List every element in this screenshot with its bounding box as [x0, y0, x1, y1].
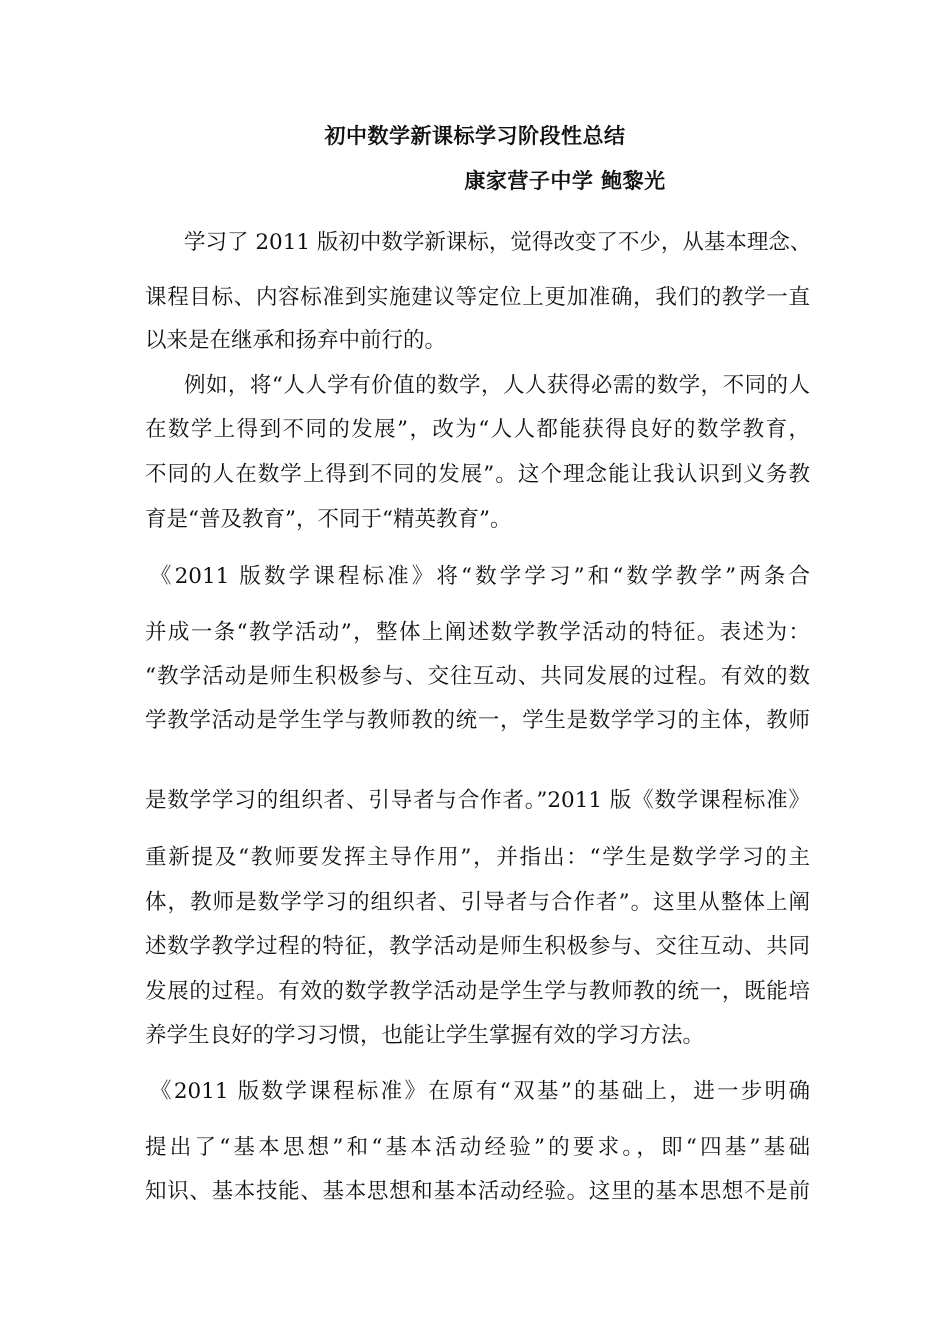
text-line: 课程目标、内容标准到实施建议等定位上更加准确，我们的教学一直: [145, 285, 810, 310]
text-line: 《2011 版数学课程标准》在原有“双基”的基础上，进一步明确: [150, 1079, 810, 1104]
text-line: 并成一条“教学活动”，整体上阐述数学教学活动的特征。表述为：: [145, 620, 810, 645]
text-line: 以来是在继承和扬弃中前行的。: [145, 328, 447, 353]
document-title: 初中数学新课标学习阶段性总结: [324, 124, 626, 148]
text-line: 学教学活动是学生学与教师教的统一，学生是数学学习的主体，教师: [145, 708, 810, 733]
text-line: 体，教师是数学学习的组织者、引导者与合作者”。这里从整体上阐: [145, 890, 810, 915]
text-line: 知识、基本技能、基本思想和基本活动经验。这里的基本思想不是前: [145, 1179, 810, 1204]
text-line: 育是“普及教育”，不同于“精英教育”。: [145, 507, 512, 532]
text-line: 发展的过程。有效的数学教学活动是学生学与教师教的统一，既能培: [145, 979, 810, 1004]
text-line: 《2011 版数学课程标准》将“数学学习”和“数学教学”两条合: [150, 564, 810, 589]
text-line: 重新提及“教师要发挥主导作用”，并指出：“学生是数学学习的主: [145, 845, 810, 870]
text-line: 学习了 2011 版初中数学新课标，觉得改变了不少，从基本理念、: [184, 230, 812, 255]
text-line: 提出了“基本思想”和“基本活动经验”的要求。，即“四基”基础: [145, 1135, 810, 1160]
text-line: “教学活动是师生积极参与、交往互动、共同发展的过程。有效的数: [145, 664, 810, 689]
text-line: 不同的人在数学上得到不同的发展”。这个理念能让我认识到义务教: [145, 462, 810, 487]
text-line: 例如，将“人人学有价值的数学，人人获得必需的数学，不同的人: [184, 373, 810, 398]
text-line: 养学生良好的学习习惯，也能让学生掌握有效的学习方法。: [145, 1023, 705, 1048]
text-line: 是数学学习的组织者、引导者与合作者。”2011 版《数学课程标准》: [145, 788, 810, 813]
text-line: 在数学上得到不同的发展”，改为“人人都能获得良好的数学教育，: [145, 417, 810, 442]
text-line: 述数学教学过程的特征，教学活动是师生积极参与、交往互动、共同: [145, 934, 810, 959]
document-author: 康家营子中学 鲍黎光: [464, 169, 666, 193]
